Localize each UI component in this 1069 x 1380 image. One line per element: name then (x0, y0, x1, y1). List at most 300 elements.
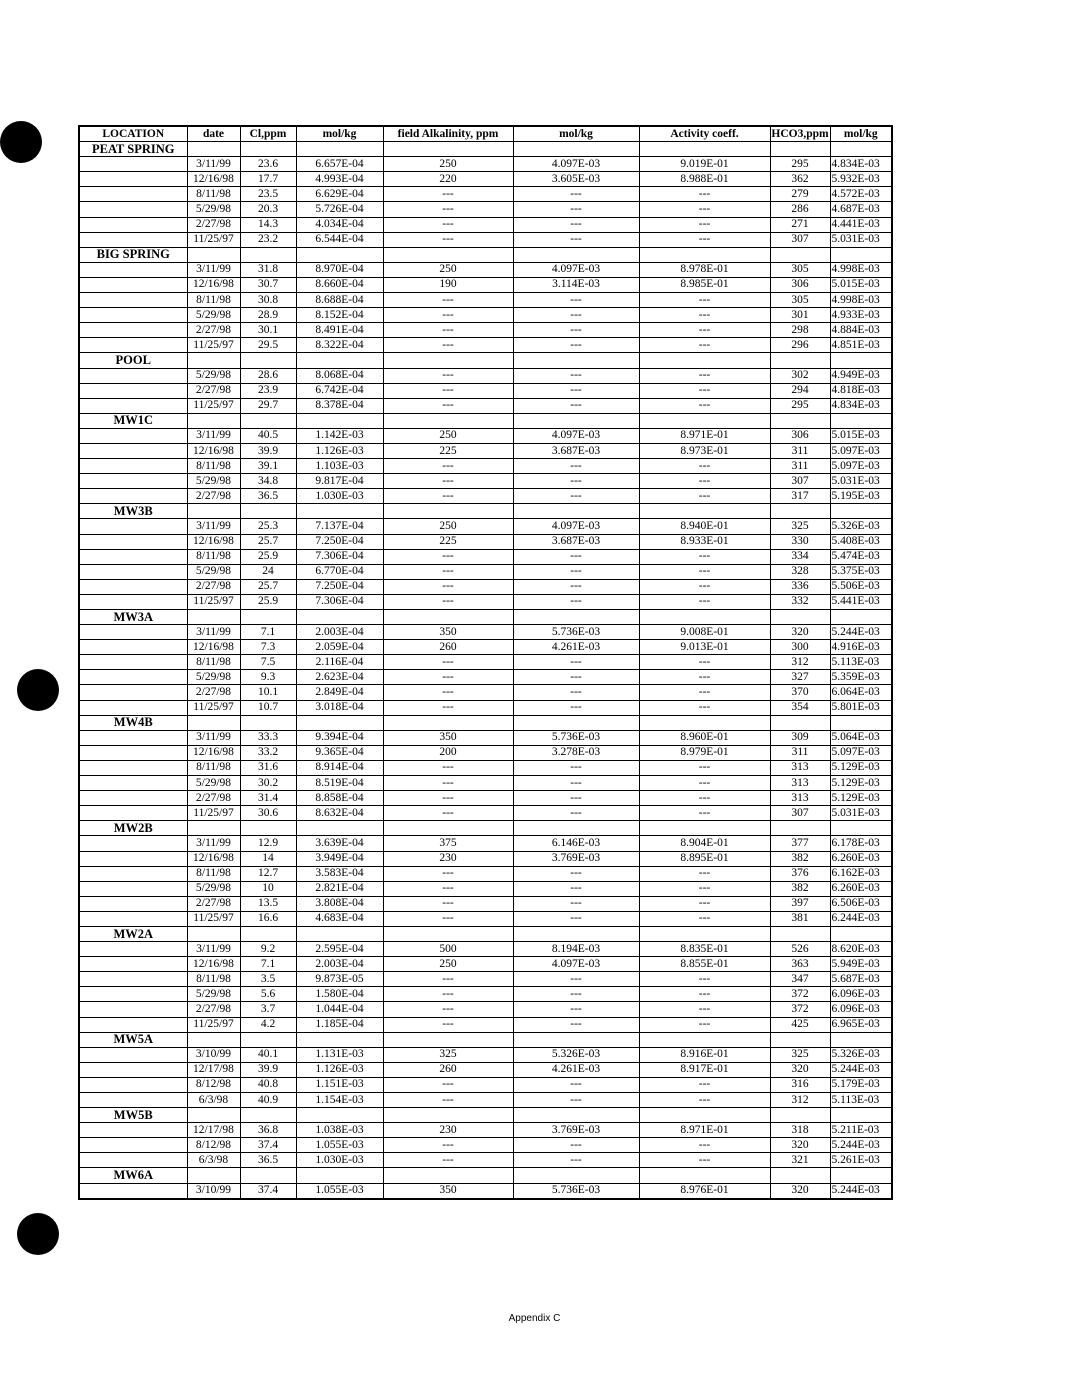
cl-molkg-cell: 2.623E-04 (296, 670, 383, 685)
activity-coeff-cell: --- (639, 549, 770, 564)
table-row (79, 957, 892, 972)
table-row (79, 1062, 892, 1077)
cl-ppm-cell: 25.7 (240, 534, 296, 549)
hco3-molkg-cell: 4.949E-03 (830, 368, 892, 383)
date-cell: 2/27/98 (187, 217, 240, 232)
cl-molkg-cell: 1.055E-03 (296, 1183, 383, 1199)
hco3-ppm-cell: 397 (770, 896, 830, 911)
activity-coeff-cell: 9.019E-01 (639, 157, 770, 172)
alkalinity-cell: --- (383, 700, 513, 715)
date-cell: 3/11/99 (187, 428, 240, 443)
location-row (79, 1032, 892, 1047)
cl-molkg-cell: 8.491E-04 (296, 323, 383, 338)
table-row (79, 745, 892, 760)
activity-coeff-cell: --- (639, 474, 770, 489)
empty-cell (187, 1168, 240, 1183)
alkalinity-molkg-cell: --- (513, 881, 639, 896)
empty-cell (639, 926, 770, 941)
cl-ppm-cell: 3.7 (240, 1002, 296, 1017)
cl-ppm-cell: 36.8 (240, 1123, 296, 1138)
empty-cell (79, 338, 187, 353)
hco3-molkg-cell: 5.129E-03 (830, 760, 892, 775)
table-row (79, 549, 892, 564)
alkalinity-molkg-cell: 6.146E-03 (513, 836, 639, 851)
cl-molkg-cell: 1.126E-03 (296, 443, 383, 458)
hco3-ppm-cell: 279 (770, 187, 830, 202)
cl-molkg-cell: 4.034E-04 (296, 217, 383, 232)
empty-cell (79, 685, 187, 700)
table-row (79, 776, 892, 791)
empty-cell (79, 625, 187, 640)
hco3-ppm-cell: 286 (770, 202, 830, 217)
hco3-ppm-cell: 317 (770, 489, 830, 504)
hco3-ppm-cell: 334 (770, 549, 830, 564)
cl-molkg-cell: 1.185E-04 (296, 1017, 383, 1032)
table-row (79, 685, 892, 700)
empty-cell (79, 519, 187, 534)
date-cell: 8/11/98 (187, 549, 240, 564)
activity-coeff-cell: 9.008E-01 (639, 625, 770, 640)
activity-coeff-cell: --- (639, 293, 770, 308)
page-footer: Appendix C (508, 1313, 561, 1324)
activity-coeff-cell: --- (639, 1093, 770, 1108)
alkalinity-cell: --- (383, 1093, 513, 1108)
hco3-molkg-cell: 5.326E-03 (830, 519, 892, 534)
table-row (79, 443, 892, 458)
empty-cell (79, 428, 187, 443)
date-cell: 8/11/98 (187, 760, 240, 775)
cl-molkg-cell: 1.030E-03 (296, 489, 383, 504)
activity-coeff-cell: --- (639, 308, 770, 323)
empty-cell (296, 821, 383, 836)
alkalinity-cell: 260 (383, 1062, 513, 1077)
hco3-ppm-cell: 362 (770, 172, 830, 187)
cl-ppm-cell: 33.3 (240, 730, 296, 745)
empty-cell (639, 413, 770, 428)
cl-molkg-cell: 2.849E-04 (296, 685, 383, 700)
empty-cell (240, 504, 296, 519)
hco3-ppm-cell: 347 (770, 972, 830, 987)
alkalinity-cell: --- (383, 564, 513, 579)
hco3-ppm-cell: 336 (770, 579, 830, 594)
alkalinity-molkg-cell: --- (513, 776, 639, 791)
hco3-molkg-cell: 4.834E-03 (830, 398, 892, 413)
empty-cell (830, 610, 892, 625)
cl-ppm-cell: 30.1 (240, 323, 296, 338)
empty-cell (79, 564, 187, 579)
hco3-molkg-cell: 5.441E-03 (830, 594, 892, 609)
location-name: POOL (79, 353, 187, 368)
alkalinity-molkg-cell: --- (513, 1017, 639, 1032)
alkalinity-cell: 250 (383, 157, 513, 172)
alkalinity-cell: --- (383, 187, 513, 202)
empty-cell (187, 821, 240, 836)
hco3-molkg-cell: 6.260E-03 (830, 881, 892, 896)
activity-coeff-cell: --- (639, 911, 770, 926)
date-cell: 12/17/98 (187, 1062, 240, 1077)
empty-cell (79, 911, 187, 926)
alkalinity-molkg-cell: --- (513, 323, 639, 338)
hco3-ppm-cell: 381 (770, 911, 830, 926)
cl-molkg-cell: 1.154E-03 (296, 1093, 383, 1108)
location-name: MW3B (79, 504, 187, 519)
hco3-molkg-cell: 4.572E-03 (830, 187, 892, 202)
activity-coeff-cell: --- (639, 881, 770, 896)
empty-cell (79, 670, 187, 685)
location-name: MW2A (79, 926, 187, 941)
empty-cell (79, 217, 187, 232)
table-body (79, 142, 892, 1199)
activity-coeff-cell: 8.855E-01 (639, 957, 770, 972)
empty-cell (79, 308, 187, 323)
table-row (79, 534, 892, 549)
date-cell: 12/16/98 (187, 172, 240, 187)
alkalinity-molkg-cell: --- (513, 911, 639, 926)
empty-cell (79, 791, 187, 806)
empty-cell (383, 926, 513, 941)
date-cell: 6/3/98 (187, 1153, 240, 1168)
cl-ppm-cell: 28.6 (240, 368, 296, 383)
empty-cell (513, 1168, 639, 1183)
empty-cell (79, 655, 187, 670)
date-cell: 8/11/98 (187, 293, 240, 308)
alkalinity-molkg-cell: --- (513, 896, 639, 911)
hco3-ppm-cell: 307 (770, 806, 830, 821)
hco3-molkg-cell: 5.129E-03 (830, 791, 892, 806)
date-cell: 11/25/97 (187, 338, 240, 353)
empty-cell (79, 157, 187, 172)
activity-coeff-cell: --- (639, 700, 770, 715)
alkalinity-cell: 350 (383, 625, 513, 640)
alkalinity-molkg-cell: 3.278E-03 (513, 745, 639, 760)
alkalinity-molkg-cell: 3.605E-03 (513, 172, 639, 187)
empty-cell (79, 851, 187, 866)
date-cell: 11/25/97 (187, 232, 240, 247)
cl-molkg-cell: 6.629E-04 (296, 187, 383, 202)
alkalinity-cell: 260 (383, 640, 513, 655)
activity-coeff-cell: 8.973E-01 (639, 443, 770, 458)
hco3-ppm-cell: 370 (770, 685, 830, 700)
location-row (79, 821, 892, 836)
hco3-molkg-cell: 5.949E-03 (830, 957, 892, 972)
empty-cell (187, 715, 240, 730)
cl-molkg-cell: 9.817E-04 (296, 474, 383, 489)
date-cell: 12/16/98 (187, 443, 240, 458)
alkalinity-molkg-cell: 5.736E-03 (513, 625, 639, 640)
hco3-ppm-cell: 311 (770, 745, 830, 760)
cl-ppm-cell: 24 (240, 564, 296, 579)
alkalinity-molkg-cell: --- (513, 700, 639, 715)
empty-cell (79, 474, 187, 489)
hco3-molkg-cell: 5.408E-03 (830, 534, 892, 549)
empty-cell (830, 821, 892, 836)
empty-cell (240, 413, 296, 428)
table-row (79, 760, 892, 775)
activity-coeff-cell: --- (639, 383, 770, 398)
alkalinity-molkg-cell: --- (513, 202, 639, 217)
location-row (79, 413, 892, 428)
table-row (79, 594, 892, 609)
alkalinity-cell: --- (383, 760, 513, 775)
hco3-molkg-cell: 5.474E-03 (830, 549, 892, 564)
hco3-ppm-cell: 316 (770, 1077, 830, 1092)
empty-cell (79, 1002, 187, 1017)
hco3-molkg-cell: 4.441E-03 (830, 217, 892, 232)
alkalinity-cell: 230 (383, 851, 513, 866)
cl-ppm-cell: 25.9 (240, 594, 296, 609)
cl-ppm-cell: 40.8 (240, 1077, 296, 1092)
date-cell: 11/25/97 (187, 1017, 240, 1032)
empty-cell (79, 700, 187, 715)
hco3-molkg-cell: 5.015E-03 (830, 277, 892, 292)
location-row (79, 1108, 892, 1123)
empty-cell (513, 142, 639, 157)
location-name: MW4B (79, 715, 187, 730)
alkalinity-molkg-cell: 5.326E-03 (513, 1047, 639, 1062)
activity-coeff-cell: --- (639, 655, 770, 670)
cl-molkg-cell: 7.250E-04 (296, 579, 383, 594)
table-row (79, 987, 892, 1002)
cl-ppm-cell: 23.2 (240, 232, 296, 247)
date-cell: 5/29/98 (187, 474, 240, 489)
date-cell: 12/17/98 (187, 1123, 240, 1138)
location-name: MW1C (79, 413, 187, 428)
binder-hole-top (0, 121, 42, 163)
empty-cell (240, 142, 296, 157)
empty-cell (296, 1168, 383, 1183)
alkalinity-cell: --- (383, 383, 513, 398)
empty-cell (383, 821, 513, 836)
cl-ppm-cell: 40.9 (240, 1093, 296, 1108)
table-row (79, 791, 892, 806)
alkalinity-molkg-cell: --- (513, 368, 639, 383)
alkalinity-molkg-cell: --- (513, 972, 639, 987)
hco3-molkg-cell: 4.818E-03 (830, 383, 892, 398)
empty-cell (296, 926, 383, 941)
cl-molkg-cell: 6.657E-04 (296, 157, 383, 172)
empty-cell (770, 1108, 830, 1123)
empty-cell (296, 413, 383, 428)
table-row (79, 398, 892, 413)
table-row (79, 579, 892, 594)
table-row (79, 655, 892, 670)
hco3-ppm-cell: 320 (770, 625, 830, 640)
alkalinity-molkg-cell: 3.114E-03 (513, 277, 639, 292)
empty-cell (830, 504, 892, 519)
empty-cell (187, 610, 240, 625)
empty-cell (240, 1168, 296, 1183)
empty-cell (79, 534, 187, 549)
activity-coeff-cell: 8.895E-01 (639, 851, 770, 866)
date-cell: 2/27/98 (187, 685, 240, 700)
cl-ppm-cell: 40.5 (240, 428, 296, 443)
date-cell: 2/27/98 (187, 579, 240, 594)
cl-ppm-cell: 9.3 (240, 670, 296, 685)
alkalinity-molkg-cell: --- (513, 579, 639, 594)
alkalinity-molkg-cell: --- (513, 670, 639, 685)
alkalinity-cell: --- (383, 489, 513, 504)
hco3-molkg-cell: 4.884E-03 (830, 323, 892, 338)
empty-cell (79, 730, 187, 745)
date-cell: 3/11/99 (187, 157, 240, 172)
table-row (79, 232, 892, 247)
hco3-ppm-cell: 306 (770, 277, 830, 292)
empty-cell (79, 776, 187, 791)
date-cell: 11/25/97 (187, 398, 240, 413)
hco3-ppm-cell: 328 (770, 564, 830, 579)
alkalinity-molkg-cell: --- (513, 187, 639, 202)
empty-cell (830, 715, 892, 730)
cl-molkg-cell: 6.544E-04 (296, 232, 383, 247)
hco3-molkg-cell: 5.097E-03 (830, 443, 892, 458)
empty-cell (79, 760, 187, 775)
location-name: MW6A (79, 1168, 187, 1183)
activity-coeff-cell: --- (639, 896, 770, 911)
table-row (79, 1002, 892, 1017)
alkalinity-cell: --- (383, 866, 513, 881)
empty-cell (240, 1032, 296, 1047)
empty-cell (513, 353, 639, 368)
empty-cell (513, 1108, 639, 1123)
table-row (79, 1138, 892, 1153)
hco3-molkg-cell: 5.097E-03 (830, 745, 892, 760)
hco3-ppm-cell: 313 (770, 760, 830, 775)
alkalinity-cell: --- (383, 655, 513, 670)
cl-ppm-cell: 34.8 (240, 474, 296, 489)
empty-cell (383, 247, 513, 262)
alkalinity-cell: --- (383, 474, 513, 489)
alkalinity-molkg-cell: --- (513, 232, 639, 247)
empty-cell (79, 640, 187, 655)
cl-molkg-cell: 1.580E-04 (296, 987, 383, 1002)
hco3-molkg-cell: 4.998E-03 (830, 262, 892, 277)
empty-cell (187, 413, 240, 428)
cl-ppm-cell: 30.2 (240, 776, 296, 791)
date-cell: 8/11/98 (187, 972, 240, 987)
cl-ppm-cell: 39.1 (240, 459, 296, 474)
hco3-molkg-cell: 5.064E-03 (830, 730, 892, 745)
empty-cell (79, 368, 187, 383)
table-row (79, 277, 892, 292)
activity-coeff-cell: --- (639, 760, 770, 775)
hco3-molkg-cell: 5.015E-03 (830, 428, 892, 443)
cl-molkg-cell: 8.688E-04 (296, 293, 383, 308)
empty-cell (513, 247, 639, 262)
alkalinity-cell: 190 (383, 277, 513, 292)
activity-coeff-cell: --- (639, 806, 770, 821)
hco3-ppm-cell: 295 (770, 157, 830, 172)
hco3-molkg-cell: 6.178E-03 (830, 836, 892, 851)
empty-cell (240, 926, 296, 941)
date-cell: 11/25/97 (187, 806, 240, 821)
alkalinity-cell: 250 (383, 957, 513, 972)
date-cell: 3/11/99 (187, 836, 240, 851)
alkalinity-molkg-cell: --- (513, 474, 639, 489)
empty-cell (296, 247, 383, 262)
cl-molkg-cell: 2.003E-04 (296, 625, 383, 640)
cl-ppm-cell: 23.9 (240, 383, 296, 398)
alkalinity-cell: 220 (383, 172, 513, 187)
activity-coeff-cell: --- (639, 459, 770, 474)
alkalinity-cell: --- (383, 549, 513, 564)
cl-molkg-cell: 3.808E-04 (296, 896, 383, 911)
alkalinity-molkg-cell: --- (513, 987, 639, 1002)
activity-coeff-cell: --- (639, 323, 770, 338)
cl-molkg-cell: 6.770E-04 (296, 564, 383, 579)
empty-cell (240, 715, 296, 730)
empty-cell (770, 1032, 830, 1047)
empty-cell (770, 247, 830, 262)
table-row (79, 474, 892, 489)
alkalinity-cell: 230 (383, 1123, 513, 1138)
activity-coeff-cell: --- (639, 398, 770, 413)
table-row (79, 911, 892, 926)
alkalinity-molkg-cell: --- (513, 564, 639, 579)
cl-molkg-cell: 8.068E-04 (296, 368, 383, 383)
empty-cell (79, 187, 187, 202)
alkalinity-molkg-cell: --- (513, 338, 639, 353)
cl-ppm-cell: 29.7 (240, 398, 296, 413)
hco3-molkg-cell: 5.113E-03 (830, 1093, 892, 1108)
date-cell: 8/12/98 (187, 1138, 240, 1153)
alkalinity-cell: 500 (383, 942, 513, 957)
activity-coeff-cell: 8.971E-01 (639, 428, 770, 443)
col-header-field-alkalinity: field Alkalinity, ppm (383, 126, 513, 142)
hco3-ppm-cell: 382 (770, 881, 830, 896)
hco3-molkg-cell: 5.932E-03 (830, 172, 892, 187)
alkalinity-cell: 350 (383, 1183, 513, 1199)
hco3-ppm-cell: 327 (770, 670, 830, 685)
hco3-ppm-cell: 325 (770, 1047, 830, 1062)
cl-molkg-cell: 5.726E-04 (296, 202, 383, 217)
cl-ppm-cell: 25.7 (240, 579, 296, 594)
cl-ppm-cell: 7.1 (240, 625, 296, 640)
table-row (79, 866, 892, 881)
table-row (79, 1093, 892, 1108)
hco3-ppm-cell: 372 (770, 1002, 830, 1017)
hco3-ppm-cell: 313 (770, 776, 830, 791)
empty-cell (79, 806, 187, 821)
table-row (79, 157, 892, 172)
alkalinity-molkg-cell: 5.736E-03 (513, 730, 639, 745)
cl-molkg-cell: 8.152E-04 (296, 308, 383, 323)
alkalinity-cell: --- (383, 685, 513, 700)
empty-cell (79, 594, 187, 609)
header-row (79, 126, 892, 142)
cl-ppm-cell: 10.1 (240, 685, 296, 700)
hco3-ppm-cell: 330 (770, 534, 830, 549)
cl-ppm-cell: 25.9 (240, 549, 296, 564)
location-row (79, 247, 892, 262)
empty-cell (383, 504, 513, 519)
alkalinity-molkg-cell: 3.769E-03 (513, 851, 639, 866)
empty-cell (296, 504, 383, 519)
alkalinity-molkg-cell: --- (513, 217, 639, 232)
hco3-ppm-cell: 296 (770, 338, 830, 353)
cl-ppm-cell: 10.7 (240, 700, 296, 715)
hco3-molkg-cell: 4.933E-03 (830, 308, 892, 323)
table-row (79, 262, 892, 277)
empty-cell (79, 1093, 187, 1108)
hco3-molkg-cell: 5.801E-03 (830, 700, 892, 715)
cl-ppm-cell: 25.3 (240, 519, 296, 534)
hco3-molkg-cell: 5.244E-03 (830, 1138, 892, 1153)
empty-cell (770, 821, 830, 836)
table-row (79, 459, 892, 474)
activity-coeff-cell: 8.985E-01 (639, 277, 770, 292)
activity-coeff-cell: --- (639, 670, 770, 685)
table-row (79, 881, 892, 896)
